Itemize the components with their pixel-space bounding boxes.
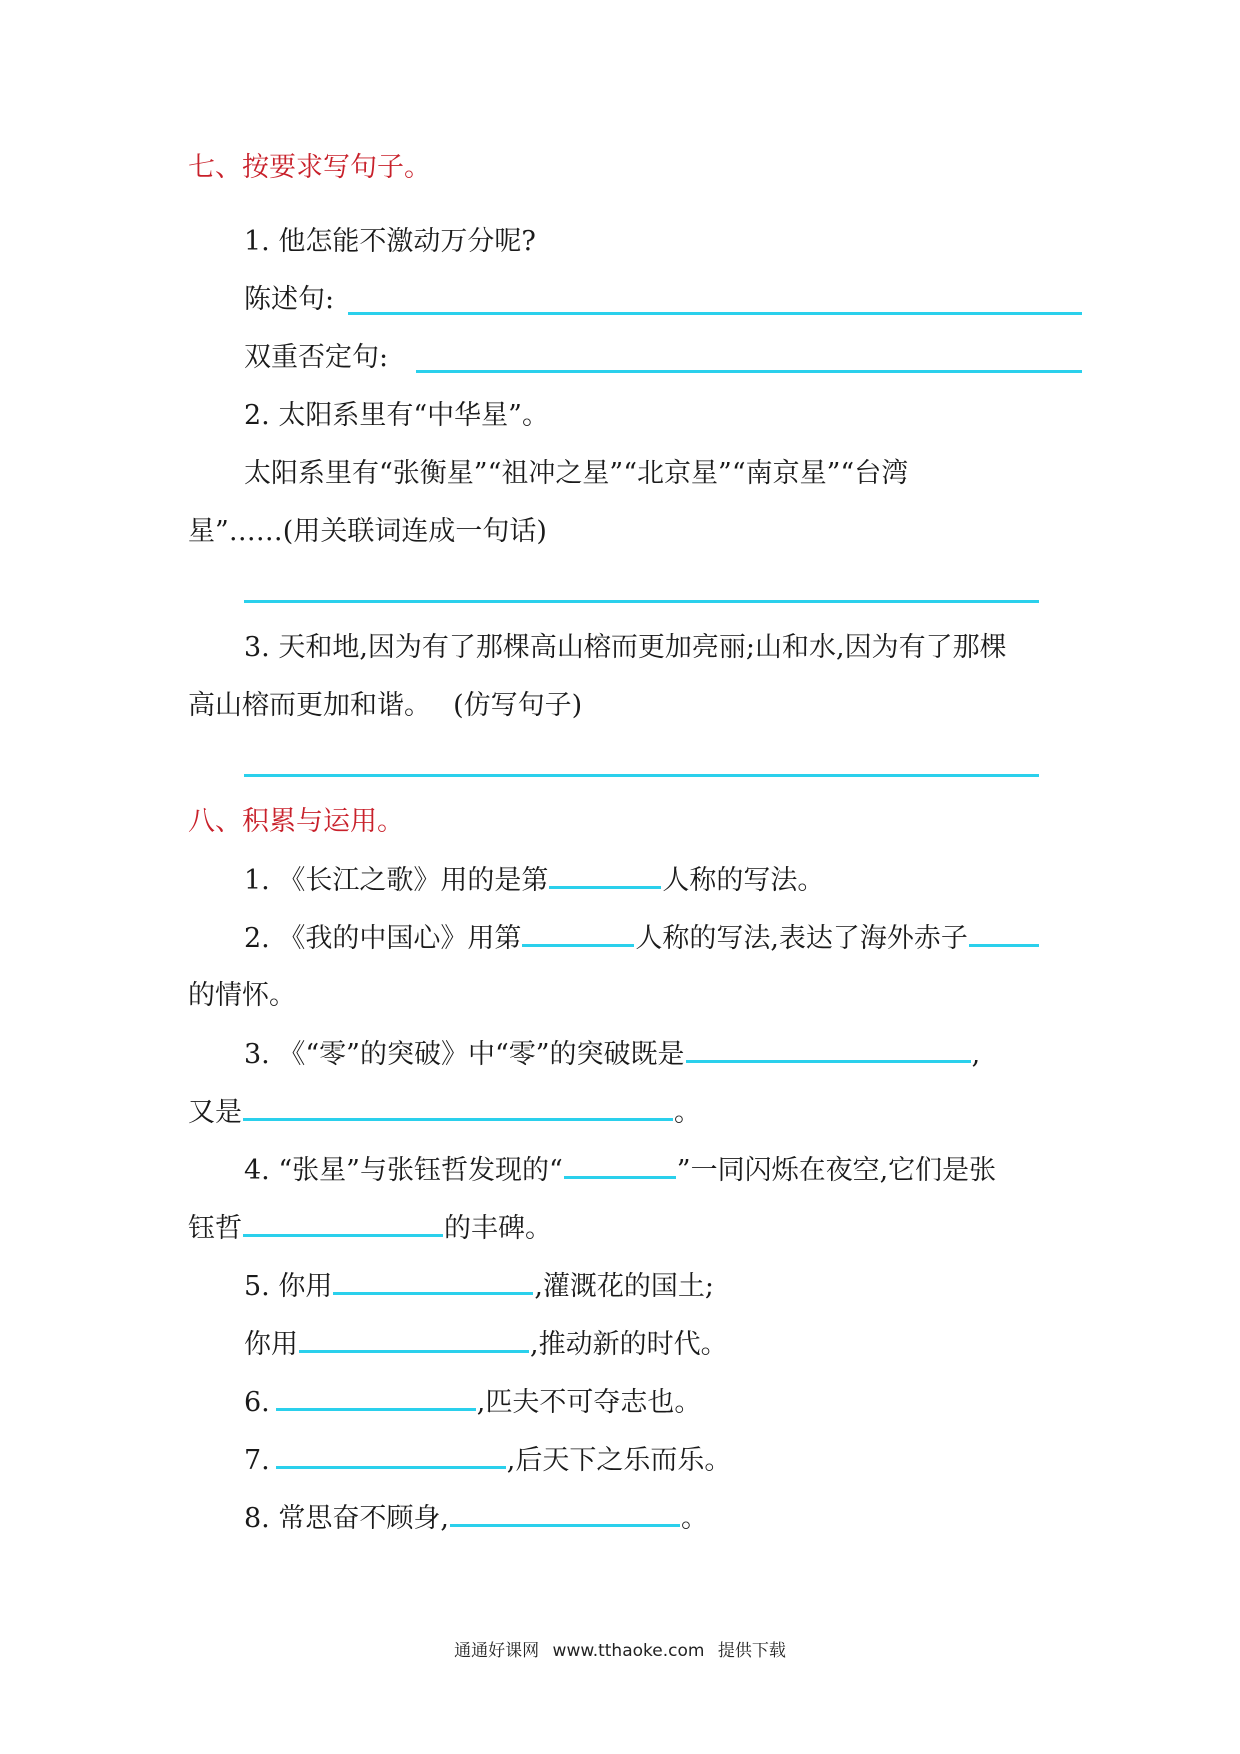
- question-8-4: [244, 1152, 996, 1189]
- question-7-3-line1: 3. 天和地,因为有了那棵高山榕而更加亮丽;山和水,因为有了那棵: [244, 632, 1007, 663]
- q8-3-blank-2[interactable]: [243, 1094, 673, 1121]
- question-7-3-line2: 高山榕而更加和谐。 (仿写句子): [188, 690, 583, 721]
- question-7-2-answer-line[interactable]: [244, 600, 1039, 603]
- question-8-5-line2: [244, 1326, 728, 1363]
- q8-4-blank-2[interactable]: [243, 1210, 443, 1237]
- q8-2-text-c: 的情怀。: [188, 980, 296, 1011]
- q8-8-blank[interactable]: [450, 1500, 680, 1527]
- q8-8-text-a: 8. 常思奋不顾身,: [244, 1503, 449, 1534]
- q8-3-blank-1[interactable]: [686, 1036, 971, 1063]
- question-8-7: [244, 1442, 731, 1479]
- q8-6-text-b: ,匹夫不可夺志也。: [476, 1387, 702, 1418]
- section-7-heading: 七、按要求写句子。: [188, 152, 431, 183]
- question-7-2-text-line2: 星”……(用关联词连成一句话): [188, 516, 547, 547]
- q8-1-blank[interactable]: [549, 862, 661, 889]
- q8-7-text-a: 7.: [244, 1445, 270, 1476]
- question-7-2-text-line1: 太阳系里有“张衡星”“祖冲之星”“北京星”“南京星”“台湾: [244, 458, 909, 489]
- q8-4-text-a: 4. “张星”与张钰哲发现的“: [244, 1155, 563, 1186]
- question-8-8: [244, 1500, 708, 1537]
- footer-note: 提供下载: [717, 1641, 786, 1661]
- q8-4-text-b: ”一同闪烁在夜空,它们是张: [676, 1155, 997, 1186]
- question-8-1: [244, 862, 824, 899]
- q8-7-text-b: ,后天下之乐而乐。: [506, 1445, 732, 1476]
- declarative-label: 陈述句:: [244, 284, 335, 315]
- question-8-3: [244, 1036, 980, 1073]
- q8-5-blank-1[interactable]: [333, 1268, 533, 1295]
- q8-1-text-a: 1. 《长江之歌》用的是第: [244, 865, 549, 896]
- q8-7-blank[interactable]: [276, 1442, 506, 1469]
- question-7-3-answer-line[interactable]: [244, 774, 1039, 777]
- q8-5-text-d: ,推动新的时代。: [530, 1329, 728, 1360]
- question-7-2: 2. 太阳系里有“中华星”。: [244, 400, 549, 431]
- q8-3-text-d: 。: [674, 1097, 701, 1128]
- page-footer: [0, 1636, 1240, 1661]
- q8-4-text-c: 钰哲: [188, 1213, 242, 1244]
- question-7-1: 1. 他怎能不激动万分呢?: [244, 226, 536, 257]
- q8-3-text-a: 3. 《“零”的突破》中“零”的突破既是: [244, 1039, 685, 1070]
- q8-8-text-b: 。: [680, 1503, 708, 1534]
- section-8-heading: 八、积累与运用。: [188, 806, 404, 837]
- double-negative-label: 双重否定句:: [244, 342, 389, 373]
- question-8-3-line2: [188, 1094, 701, 1131]
- q8-5-blank-2[interactable]: [299, 1326, 529, 1353]
- q8-3-text-b: ,: [971, 1039, 981, 1070]
- q8-5-text-c: 你用: [244, 1329, 298, 1360]
- declarative-answer-line[interactable]: [348, 312, 1082, 315]
- q8-1-text-b: 人称的写法。: [662, 865, 825, 896]
- q8-4-text-d: 的丰碑。: [444, 1213, 552, 1244]
- footer-url[interactable]: www.tthaoke.com: [552, 1641, 705, 1661]
- footer-site: 通通好课网: [454, 1641, 540, 1661]
- question-8-6: [244, 1384, 701, 1421]
- q8-2-text-a: 2. 《我的中国心》用第: [244, 923, 522, 954]
- q8-6-blank[interactable]: [276, 1384, 476, 1411]
- q8-2-blank-2[interactable]: [969, 920, 1039, 947]
- question-8-5: [244, 1268, 714, 1305]
- double-negative-answer-line[interactable]: [416, 370, 1082, 373]
- q8-6-text-a: 6.: [244, 1387, 270, 1418]
- question-8-2: [244, 920, 1040, 957]
- question-8-4-line2: [188, 1210, 552, 1247]
- q8-2-text-b: 人称的写法,表达了海外赤子: [635, 923, 968, 954]
- q8-3-text-c: 又是: [188, 1097, 242, 1128]
- q8-2-blank-1[interactable]: [522, 920, 634, 947]
- q8-5-text-b: ,灌溉花的国土;: [534, 1271, 715, 1302]
- q8-4-blank-1[interactable]: [564, 1152, 676, 1179]
- q8-5-text-a: 5. 你用: [244, 1271, 333, 1302]
